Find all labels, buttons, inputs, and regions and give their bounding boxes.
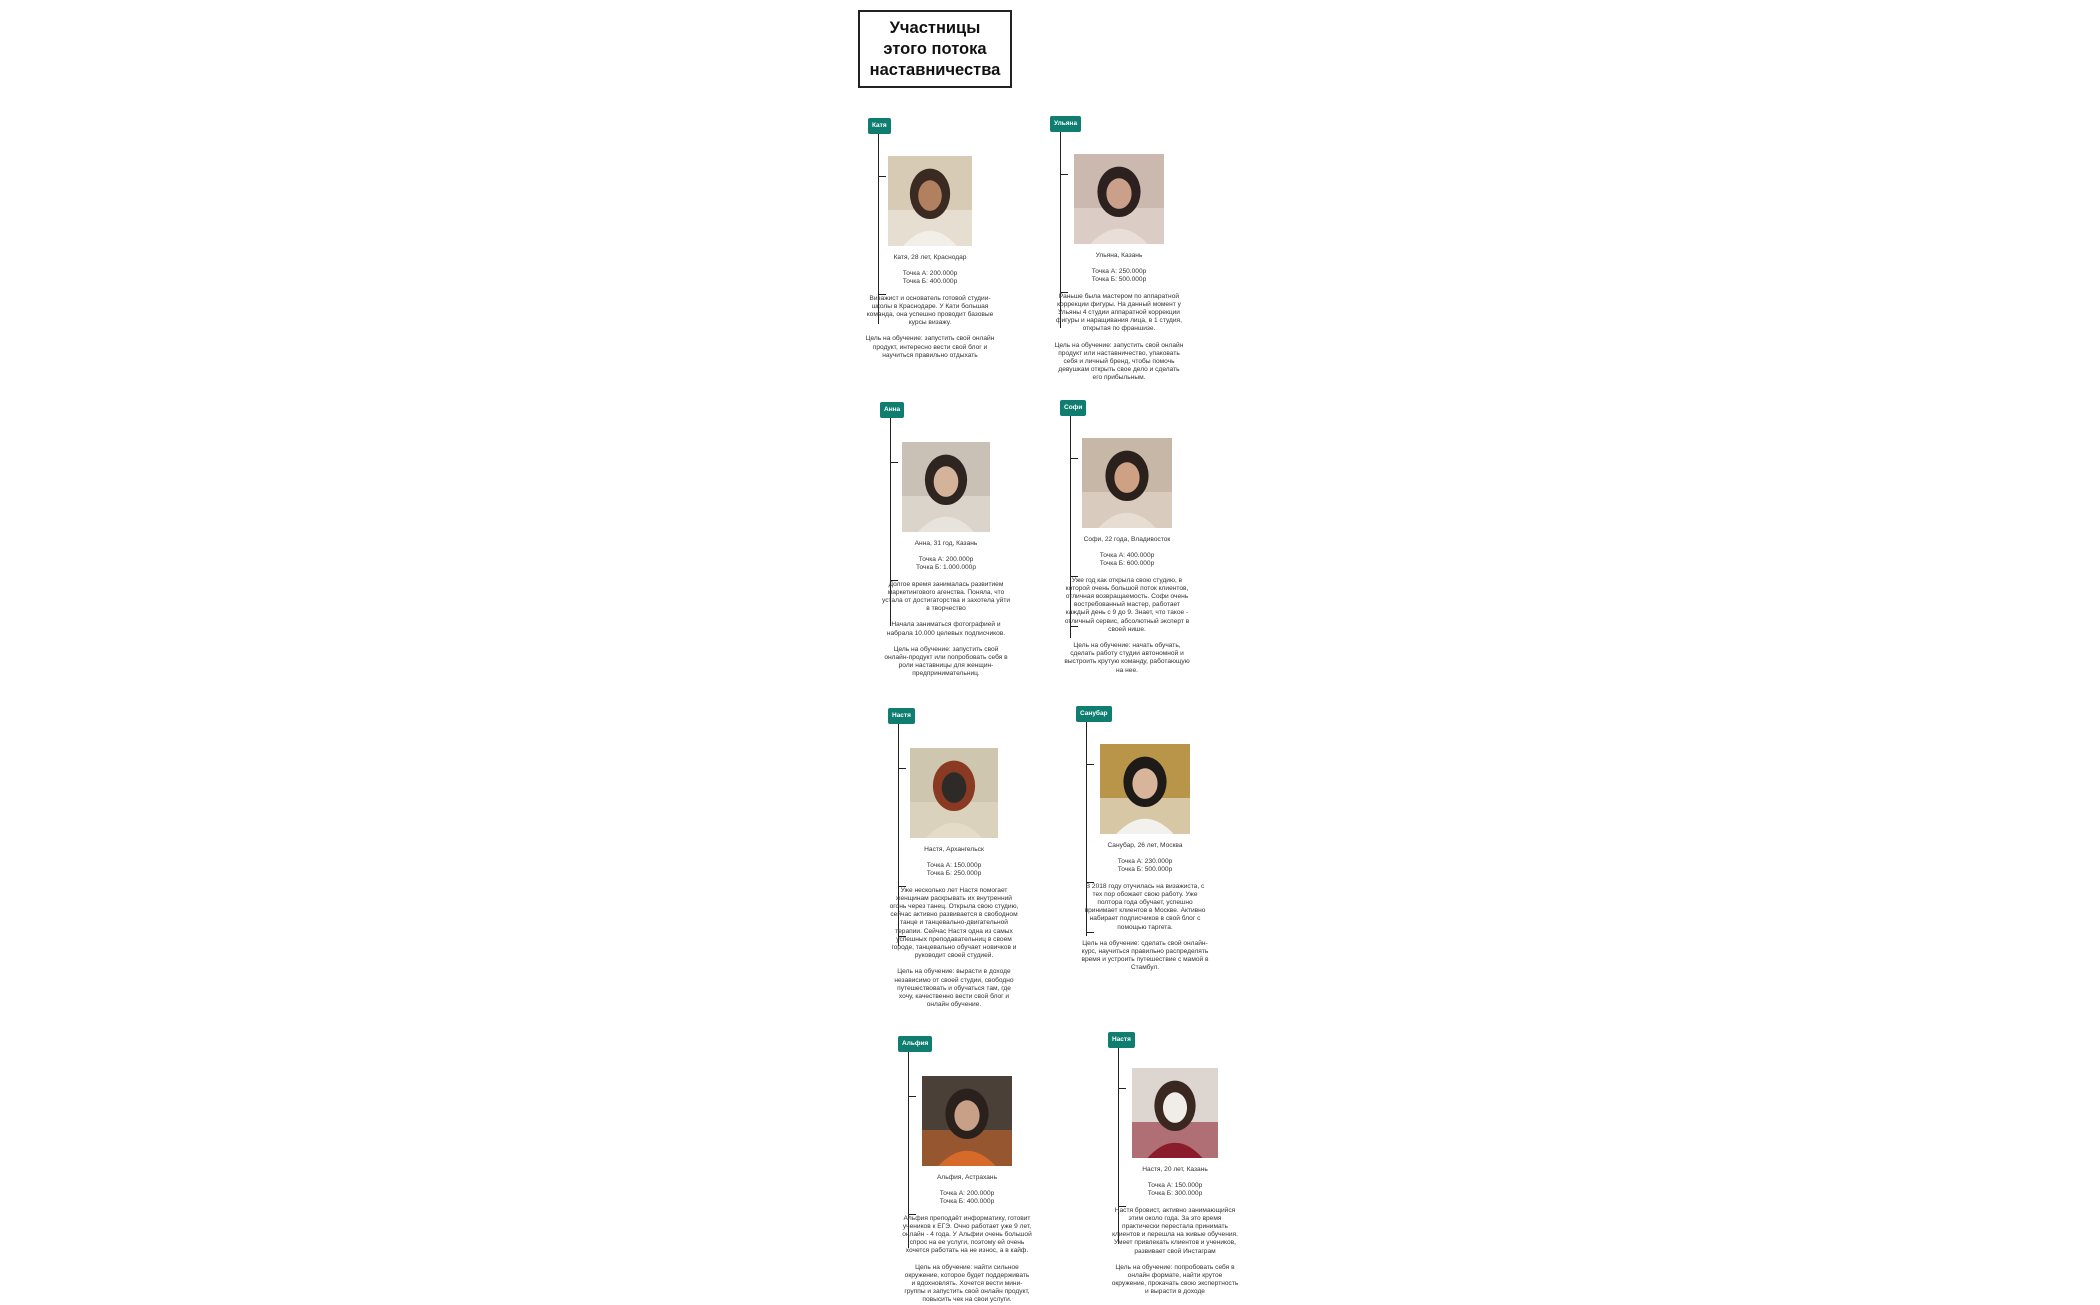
point-a: Точка А: 150.000р [926,862,982,870]
participant-goal: Цель на обучение: запустить свой онлайн продукт или наставничество, упаковать себя и личный бренд, чтобы помочь девушкам открыть свое дело и сделать его прибыльным. [1054,341,1184,382]
participant-description [865,254,995,360]
point-b: Точка Б: 400.000р [939,1198,995,1206]
participant-caption: Катя, 28 лет, Краснодар [893,254,967,261]
participant-about: Альфия преподаёт информатику, готовит учеников к ЕГЭ. Очно работает уже 9 лет, онлайн - 4 года. У Альфии очень большой спрос на ее услуги, поэтому ей очень хочется работать на не износ, а в кайф. [902,1214,1032,1255]
connector-branch [908,1096,916,1097]
participant-caption: Настя, 20 лет, Казань [1142,1166,1208,1173]
participant-photo [922,1076,1012,1166]
participant-photo [1100,744,1190,834]
participant-tag[interactable]: Катя [868,118,891,134]
connector-branch [1060,174,1068,175]
point-b: Точка Б: 600.000р [1099,560,1155,568]
spacer [865,262,995,270]
connector-branch [878,176,886,177]
participant-description [1054,252,1184,383]
participant-description [1110,1166,1240,1297]
board-title: Участницы этого потока наставничества [858,10,1012,88]
spacer [881,638,1011,646]
participant-about: Раньше была мастером по аппаратной коррекции фигуры. На данный момент у Ульяны 4 студии аппаратной коррекции фигуры и наращивания лица, в 1 студия, открытая по франшизе. [1056,292,1182,333]
spacer [1054,260,1184,268]
spacer [902,1182,1032,1190]
spacer [1110,1256,1240,1264]
point-b: Точка Б: 1.000.000р [916,564,976,572]
participant-about: Долгое время занималась развитием маркетингового агенства. Поняла, что устала от достигаторства и захотела уйти в творчество [881,580,1011,613]
participant-caption: Санубар, 26 лет, Москва [1107,842,1183,849]
spacer [889,854,1019,862]
spacer [881,573,1011,581]
spacer [902,1207,1032,1215]
spacer [1062,634,1192,642]
spacer [889,879,1019,887]
point-a: Точка А: 200.000р [918,556,974,564]
participant-about: Визажист и основатель готовой студии-школы в Краснодаре. У Кати большая команда, она успешно проводит базовые курсы визажу. [866,294,994,327]
participant-description [1080,842,1210,973]
point-a: Точка А: 230.000р [1117,858,1173,866]
participant-caption: Анна, 31 год, Казань [914,540,978,547]
participant-description [902,1174,1032,1305]
participant-tag[interactable]: Настя [1108,1032,1135,1048]
participant-goal: Цель на обучение: найти сильное окружение, которое будет поддерживать и вдохновлять. Хочется вести мини-группы и запустить свой онлайн продукт, повысить чек на свои услуги. [904,1263,1030,1304]
participant-tag[interactable]: Санубар [1076,706,1112,722]
participant-photo [902,442,990,532]
point-a: Точка А: 150.000р [1147,1182,1203,1190]
participant-tag[interactable]: Альфия [898,1036,932,1052]
connector-branch [1118,1088,1126,1089]
participant-tag[interactable]: Настя [888,708,915,724]
participant-photo [1082,438,1172,528]
spacer [1080,875,1210,883]
spacer [865,287,995,295]
participant-about: Уже год как открыла свою студию, в которой очень большой поток клиентов, отличная возвращаемость. Софи очень востребованный мастер, работает каждый день с 9 до 9. Знает, что такое - отличный сервис, абсолютный эксперт в своей нише. [1064,576,1190,633]
point-a: Точка А: 250.000р [1091,268,1147,276]
spacer [1062,544,1192,552]
participant-caption: Настя, Архангельск [924,846,984,853]
participant-about: В 2018 году отучилась на визажиста, с тех пор обожает свою работу. Уже полтора года обучает, успешно принимает клиентов в Москве. Активно набирает подписчиков в свой блог с помощью таргета. [1084,882,1206,931]
participant-about: Уже несколько лет Настя помогает женщинам раскрывать их внутренний огонь через танец. Открыла свою студию, сейчас активно развивается в свободном танце и танцевально-двигательной терапии. Сейчас Настя одна из самых успешных преподавательниц в своем городе, танцевально обучает новичков и руководит своей студией. [889,886,1019,960]
participant-extra: Начала заниматься фотографией и набрала 10.000 целевых подписчиков. [886,621,1006,637]
participant-caption: Софи, 22 года, Владивосток [1083,536,1171,543]
participant-goal: Цель на обучение: запустить свой онлайн-продукт или попробовать себя в роли наставницы для женщин-предпринимательниц. [884,645,1008,678]
participant-caption: Ульяна, Казань [1095,252,1143,259]
participant-tag[interactable]: Ульяна [1050,116,1081,132]
participant-goal: Цель на обучение: сделать свой онлайн-курс, научиться правильно распределять время и устроить путешествие с мамой в Стамбул. [1081,939,1209,972]
participant-goal: Цель на обучение: вырасти в доходе независимо от своей студии, свободно путешествовать и обучаться там, где хочу, качественно вести свой блог и онлайн обучение. [894,968,1014,1009]
connector-branch [1086,764,1094,765]
spacer [881,548,1011,556]
point-a: Точка А: 200.000р [939,1190,995,1198]
connector-branch [1070,458,1078,459]
participant-photo [910,748,998,838]
participant-tag[interactable]: Анна [880,402,904,418]
point-b: Точка Б: 400.000р [902,278,958,286]
spacer [902,1256,1032,1264]
participant-photo [1074,154,1164,244]
spacer [1080,932,1210,940]
spacer [1054,334,1184,342]
point-a: Точка А: 400.000р [1099,552,1155,560]
participant-description [1062,536,1192,675]
participant-about: Настя бровист, активно занимающийся этим около года. За это время практически перестала принимать клиентов и перешла на живые обучения. Умеет привлекать клиентов и учеников, развивает свой Инстаграм [1112,1206,1238,1255]
connector-branch [898,768,906,769]
spacer [1080,850,1210,858]
participant-photo [888,156,972,246]
participant-goal: Цель на обучение: начать обучать, сделать работу студии автономной и выстроить крутую команду, работающую на нее. [1064,642,1190,674]
point-b: Точка Б: 250.000р [926,870,982,878]
participant-description [889,846,1019,1009]
participant-goal: Цель на обучение: запустить свой онлайн продукт, интересно вести свой блог и научиться правильно отдыхать [865,335,995,359]
spacer [1062,569,1192,577]
spacer [1110,1174,1240,1182]
spacer [1110,1199,1240,1207]
connector-branch [890,462,898,463]
point-a: Точка А: 200.000р [902,270,958,278]
point-b: Точка Б: 300.000р [1147,1190,1203,1198]
spacer [1054,285,1184,293]
point-b: Точка Б: 500.000р [1091,276,1147,284]
participant-photo [1132,1068,1218,1158]
participant-description [881,540,1011,679]
participant-tag[interactable]: Софи [1060,400,1086,416]
participant-caption: Альфия, Астрахань [936,1174,998,1181]
point-b: Точка Б: 500.000р [1117,866,1173,874]
participant-goal: Цель на обучение: попробовать себя в онлайн формате, найти крутое окружение, прокачать свою экспертность и вырасти в доходе [1111,1263,1239,1296]
